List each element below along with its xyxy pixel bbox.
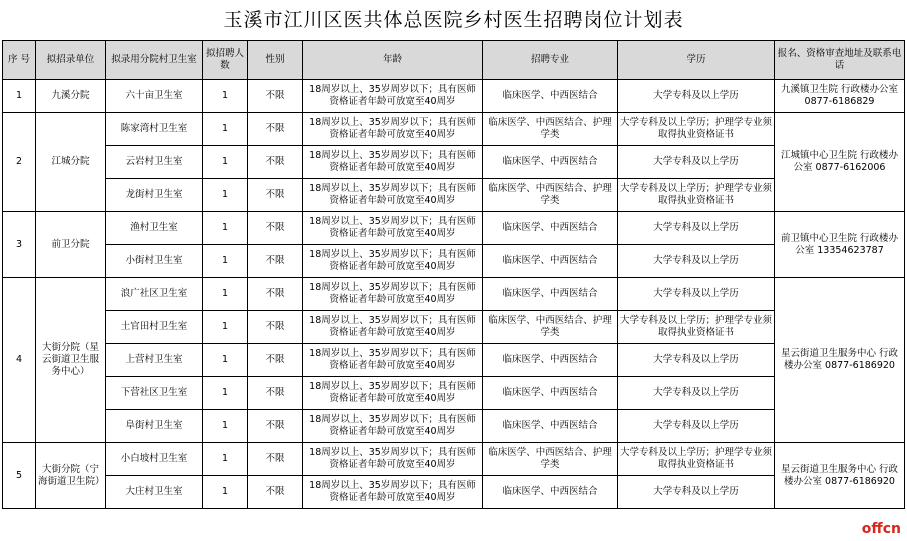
seq-cell: 4 bbox=[3, 278, 36, 443]
count-cell: 1 bbox=[203, 245, 248, 278]
education-cell: 大学专科及以上学历 bbox=[618, 377, 775, 410]
age-cell: 18周岁以上、35岁周岁以下；具有医师资格证者年龄可放宽至40周岁 bbox=[303, 410, 483, 443]
education-cell: 大学专科及以上学历 bbox=[618, 410, 775, 443]
station-cell: 土官田村卫生室 bbox=[106, 311, 203, 344]
gender-cell: 不限 bbox=[248, 476, 303, 509]
contact-cell: 江城镇中心卫生院 行政楼办公室 0877-6162006 bbox=[775, 113, 905, 212]
seq-cell: 2 bbox=[3, 113, 36, 212]
seq-cell: 5 bbox=[3, 443, 36, 509]
table-row bbox=[3, 113, 905, 146]
station-cell: 龙街村卫生室 bbox=[106, 179, 203, 212]
table-row bbox=[3, 80, 905, 113]
education-cell: 大学专科及以上学历 bbox=[618, 476, 775, 509]
table-row bbox=[3, 443, 905, 476]
major-cell: 临床医学、中西医结合 bbox=[483, 476, 618, 509]
seq-cell: 1 bbox=[3, 80, 36, 113]
unit-cell: 大街分院（宁海街道卫生院） bbox=[36, 443, 106, 509]
count-cell: 1 bbox=[203, 443, 248, 476]
major-cell: 临床医学、中西医结合 bbox=[483, 80, 618, 113]
count-cell: 1 bbox=[203, 377, 248, 410]
age-cell: 18周岁以上、35岁周岁以下；具有医师资格证者年龄可放宽至40周岁 bbox=[303, 179, 483, 212]
education-cell: 大学专科及以上学历；护理学专业须取得执业资格证书 bbox=[618, 443, 775, 476]
header-contact: 报名、资格审查地址及联系电话 bbox=[775, 41, 905, 80]
major-cell: 临床医学、中西医结合 bbox=[483, 278, 618, 311]
education-cell: 大学专科及以上学历；护理学专业须取得执业资格证书 bbox=[618, 179, 775, 212]
table-row bbox=[3, 146, 905, 179]
station-cell: 大庄村卫生室 bbox=[106, 476, 203, 509]
count-cell: 1 bbox=[203, 410, 248, 443]
station-cell: 陈家湾村卫生室 bbox=[106, 113, 203, 146]
education-cell: 大学专科及以上学历 bbox=[618, 245, 775, 278]
education-cell: 大学专科及以上学历 bbox=[618, 212, 775, 245]
age-cell: 18周岁以上、35岁周岁以下；具有医师资格证者年龄可放宽至40周岁 bbox=[303, 80, 483, 113]
major-cell: 临床医学、中西医结合、护理学类 bbox=[483, 113, 618, 146]
education-cell: 大学专科及以上学历 bbox=[618, 344, 775, 377]
education-cell: 大学专科及以上学历；护理学专业须取得执业资格证书 bbox=[618, 113, 775, 146]
header-unit: 拟招录单位 bbox=[36, 41, 106, 80]
gender-cell: 不限 bbox=[248, 80, 303, 113]
major-cell: 临床医学、中西医结合 bbox=[483, 245, 618, 278]
gender-cell: 不限 bbox=[248, 113, 303, 146]
gender-cell: 不限 bbox=[248, 410, 303, 443]
major-cell: 临床医学、中西医结合 bbox=[483, 344, 618, 377]
count-cell: 1 bbox=[203, 179, 248, 212]
table-row bbox=[3, 212, 905, 245]
table-row bbox=[3, 410, 905, 443]
age-cell: 18周岁以上、35岁周岁以下；具有医师资格证者年龄可放宽至40周岁 bbox=[303, 344, 483, 377]
header-seq: 序 号 bbox=[3, 41, 36, 80]
station-cell: 下营社区卫生室 bbox=[106, 377, 203, 410]
gender-cell: 不限 bbox=[248, 443, 303, 476]
header-count: 拟招聘人数 bbox=[203, 41, 248, 80]
page-title: 玉溪市江川区医共体总医院乡村医生招聘岗位计划表 bbox=[223, 9, 684, 31]
gender-cell: 不限 bbox=[248, 311, 303, 344]
unit-cell: 前卫分院 bbox=[36, 212, 106, 278]
recruitment-table bbox=[2, 40, 905, 509]
seq-cell: 3 bbox=[3, 212, 36, 278]
header-major: 招聘专业 bbox=[483, 41, 618, 80]
age-cell: 18周岁以上、35岁周岁以下；具有医师资格证者年龄可放宽至40周岁 bbox=[303, 245, 483, 278]
count-cell: 1 bbox=[203, 113, 248, 146]
education-cell: 大学专科及以上学历；护理学专业须取得执业资格证书 bbox=[618, 311, 775, 344]
header-station: 拟录用分院村卫生室 bbox=[106, 41, 203, 80]
station-cell: 渔村卫生室 bbox=[106, 212, 203, 245]
age-cell: 18周岁以上、35岁周岁以下；具有医师资格证者年龄可放宽至40周岁 bbox=[303, 113, 483, 146]
header-row bbox=[3, 41, 905, 80]
gender-cell: 不限 bbox=[248, 377, 303, 410]
age-cell: 18周岁以上、35岁周岁以下；具有医师资格证者年龄可放宽至40周岁 bbox=[303, 476, 483, 509]
gender-cell: 不限 bbox=[248, 344, 303, 377]
table-row bbox=[3, 476, 905, 509]
age-cell: 18周岁以上、35岁周岁以下；具有医师资格证者年龄可放宽至40周岁 bbox=[303, 377, 483, 410]
header-education: 学历 bbox=[618, 41, 775, 80]
unit-cell: 大街分院（星云街道卫生服务中心） bbox=[36, 278, 106, 443]
station-cell: 六十亩卫生室 bbox=[106, 80, 203, 113]
major-cell: 临床医学、中西医结合 bbox=[483, 377, 618, 410]
gender-cell: 不限 bbox=[248, 245, 303, 278]
major-cell: 临床医学、中西医结合、护理学类 bbox=[483, 179, 618, 212]
gender-cell: 不限 bbox=[248, 212, 303, 245]
station-cell: 小白坡村卫生室 bbox=[106, 443, 203, 476]
header-age: 年龄 bbox=[303, 41, 483, 80]
count-cell: 1 bbox=[203, 80, 248, 113]
major-cell: 临床医学、中西医结合 bbox=[483, 146, 618, 179]
count-cell: 1 bbox=[203, 344, 248, 377]
table-row bbox=[3, 344, 905, 377]
age-cell: 18周岁以上、35岁周岁以下；具有医师资格证者年龄可放宽至40周岁 bbox=[303, 212, 483, 245]
education-cell: 大学专科及以上学历 bbox=[618, 146, 775, 179]
table-row bbox=[3, 377, 905, 410]
education-cell: 大学专科及以上学历 bbox=[618, 278, 775, 311]
gender-cell: 不限 bbox=[248, 179, 303, 212]
station-cell: 浪广社区卫生室 bbox=[106, 278, 203, 311]
table-row bbox=[3, 179, 905, 212]
station-cell: 小街村卫生室 bbox=[106, 245, 203, 278]
major-cell: 临床医学、中西医结合、护理学类 bbox=[483, 443, 618, 476]
header-gender: 性别 bbox=[248, 41, 303, 80]
count-cell: 1 bbox=[203, 278, 248, 311]
gender-cell: 不限 bbox=[248, 278, 303, 311]
contact-cell: 前卫镇中心卫生院 行政楼办公室 13354623787 bbox=[775, 212, 905, 278]
count-cell: 1 bbox=[203, 476, 248, 509]
unit-cell: 九溪分院 bbox=[36, 80, 106, 113]
age-cell: 18周岁以上、35岁周岁以下；具有医师资格证者年龄可放宽至40周岁 bbox=[303, 278, 483, 311]
age-cell: 18周岁以上、35岁周岁以下；具有医师资格证者年龄可放宽至40周岁 bbox=[303, 311, 483, 344]
contact-cell: 星云街道卫生服务中心 行政楼办公室 0877-6186920 bbox=[775, 443, 905, 509]
table-row bbox=[3, 245, 905, 278]
count-cell: 1 bbox=[203, 146, 248, 179]
age-cell: 18周岁以上、35岁周岁以下；具有医师资格证者年龄可放宽至40周岁 bbox=[303, 443, 483, 476]
table-row bbox=[3, 311, 905, 344]
table-row bbox=[3, 278, 905, 311]
count-cell: 1 bbox=[203, 212, 248, 245]
major-cell: 临床医学、中西医结合 bbox=[483, 410, 618, 443]
major-cell: 临床医学、中西医结合 bbox=[483, 212, 618, 245]
age-cell: 18周岁以上、35岁周岁以下；具有医师资格证者年龄可放宽至40周岁 bbox=[303, 146, 483, 179]
station-cell: 阜街村卫生室 bbox=[106, 410, 203, 443]
education-cell: 大学专科及以上学历 bbox=[618, 80, 775, 113]
station-cell: 上营村卫生室 bbox=[106, 344, 203, 377]
major-cell: 临床医学、中西医结合、护理学类 bbox=[483, 311, 618, 344]
contact-cell: 九溪镇卫生院 行政楼办公室 0877-6186829 bbox=[775, 80, 905, 113]
station-cell: 云岩村卫生室 bbox=[106, 146, 203, 179]
contact-cell: 星云街道卫生服务中心 行政楼办公室 0877-6186920 bbox=[775, 278, 905, 443]
count-cell: 1 bbox=[203, 311, 248, 344]
gender-cell: 不限 bbox=[248, 146, 303, 179]
watermark-logo: offcn bbox=[861, 521, 901, 537]
unit-cell: 江城分院 bbox=[36, 113, 106, 212]
